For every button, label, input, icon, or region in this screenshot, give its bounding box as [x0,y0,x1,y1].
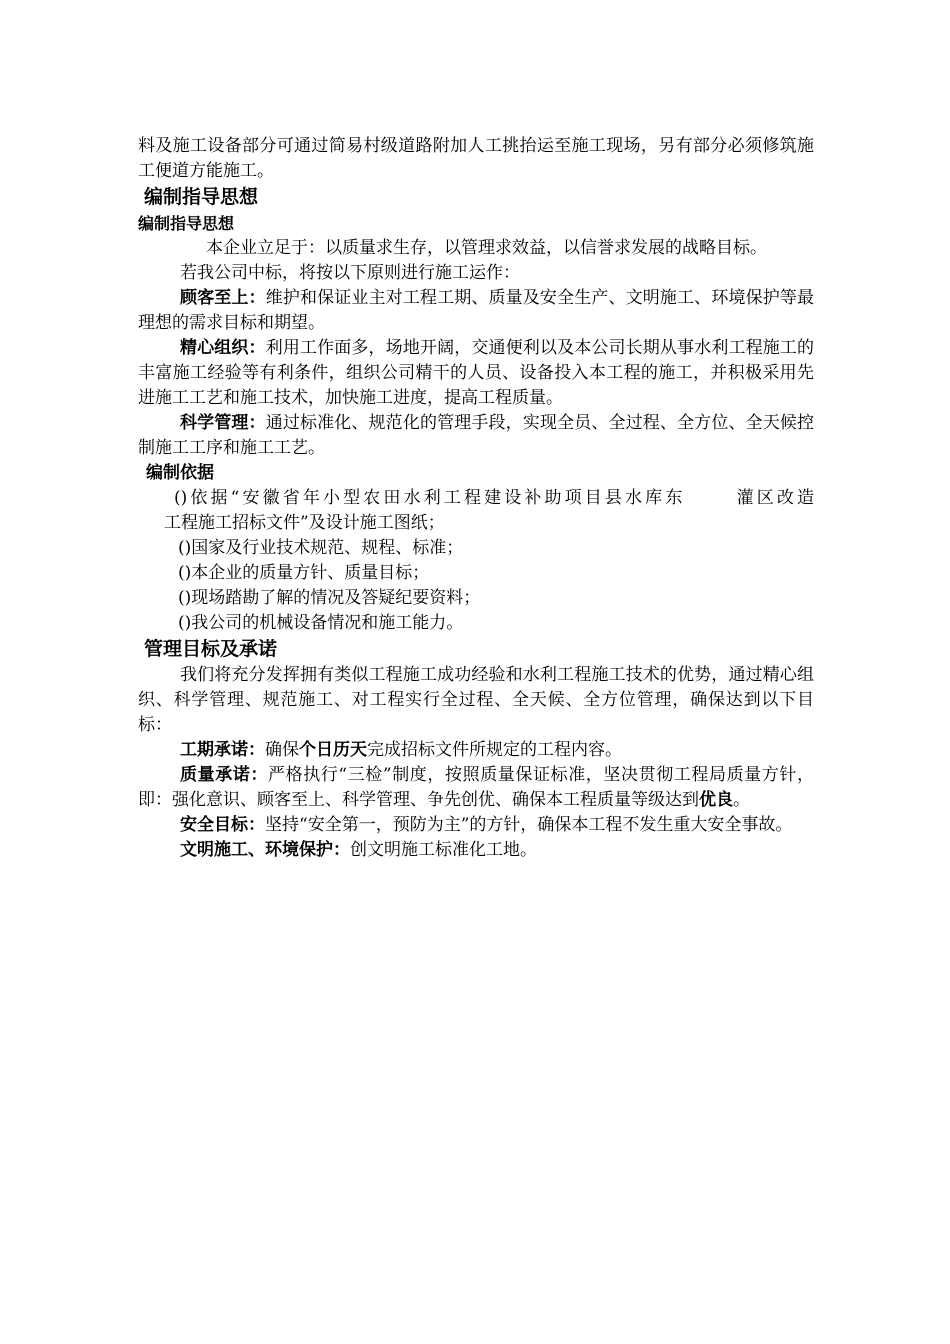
goal-schedule [138,738,814,763]
goal-label: 质量承诺： [180,765,269,785]
goal-text-bold: 优良 [699,790,733,810]
principle-text: 通过标准化、规范化的管理手段，实现全员、全过程、全方位、全天候控制施工工序和施工工艺。 [138,413,815,458]
basis-item-1 [138,486,814,511]
goal-text: 坚持“安全第一，预防为主”的方针，确保本工程不发生重大安全事故。 [265,815,793,835]
principle-label: 顾客至上： [180,288,266,308]
goal-text-post: 完成招标文件所规定的工程内容。 [367,740,622,760]
goals-paragraph-1: 我们将充分发挥拥有类似工程施工成功经验和水利工程施工技术的优势，通过精心组织、科学管理、规范施工、对工程实行全过程、全天候、全方位管理，确保达到以下目标： [138,665,814,735]
goal-text: 严格执行“三检”制度，按照质量保证标准，坚决贯彻工程局质量方针，即：强化意识、顾客至上、科学管理、争先创优、确保本工程质量等级达到 [138,765,815,810]
principle-organization [138,336,814,411]
goal-label: 工期承诺： [180,740,265,760]
basis-item-5: ()我公司的机械设备情况和施工能力。 [178,613,464,633]
goal-quality [138,763,814,813]
basis-item-1-part2: 灌区改造 [733,488,814,508]
principle-text: 利用工作面多，场地开阔，交通便利以及本公司长期从事水利工程施工的丰富施工经验等有利条件，组织公司精干的人员、设备投入本工程的施工，并积极采用先进施工工艺和施工技术，加快施工进度，提高工程质量。 [138,338,815,408]
goal-label: 安全目标： [180,815,265,835]
basis-item-3: ()本企业的质量方针、质量目标； [178,563,430,583]
goal-text-bold: 个日历天 [299,740,367,760]
guiding-paragraph-2: 若我公司中标，将按以下原则进行施工运作： [180,263,520,283]
goal-civilized [138,838,814,863]
heading-guiding-large: 编制指导思想 [144,186,259,208]
principle-customer [138,286,814,336]
goal-text-pre: 确保 [265,740,299,760]
goal-text: 创文明施工标准化工地。 [350,840,537,860]
goal-label: 文明施工、环境保护： [180,840,350,860]
principle-label: 科学管理： [180,413,266,433]
heading-goals: 管理目标及承诺 [144,638,278,660]
basis-item-1-part1: ()依据“安徽省年小型农田水利工程建设补助项目县水库东 [174,488,686,508]
basis-item-2: ()国家及行业技术规范、规程、标准； [178,538,464,558]
heading-guiding-small: 编制指导思想 [138,214,235,233]
principle-text: 维护和保证业主对工程工期、质量及安全生产、文明施工、环境保护等最理想的需求目标和期望。 [138,288,815,333]
basis-item-1-line2: 工程施工招标文件”及设计施工图纸； [164,513,445,533]
document-page [138,134,814,863]
goal-text-end: 。 [733,790,750,810]
intro-paragraph: 料及施工设备部分可通过简易村级道路附加人工挑抬运至施工现场，另有部分必须修筑施工便道方能施工。 [138,136,814,181]
goal-safety [138,813,814,838]
principle-label: 精心组织： [180,338,266,358]
principle-management [138,411,814,461]
guiding-paragraph-1: 本企业立足于：以质量求生存，以管理求效益，以信誉求发展的战略目标。 [206,238,767,258]
heading-basis: 编制依据 [146,463,214,483]
basis-item-4: ()现场踏勘了解的情况及答疑纪要资料； [178,588,481,608]
